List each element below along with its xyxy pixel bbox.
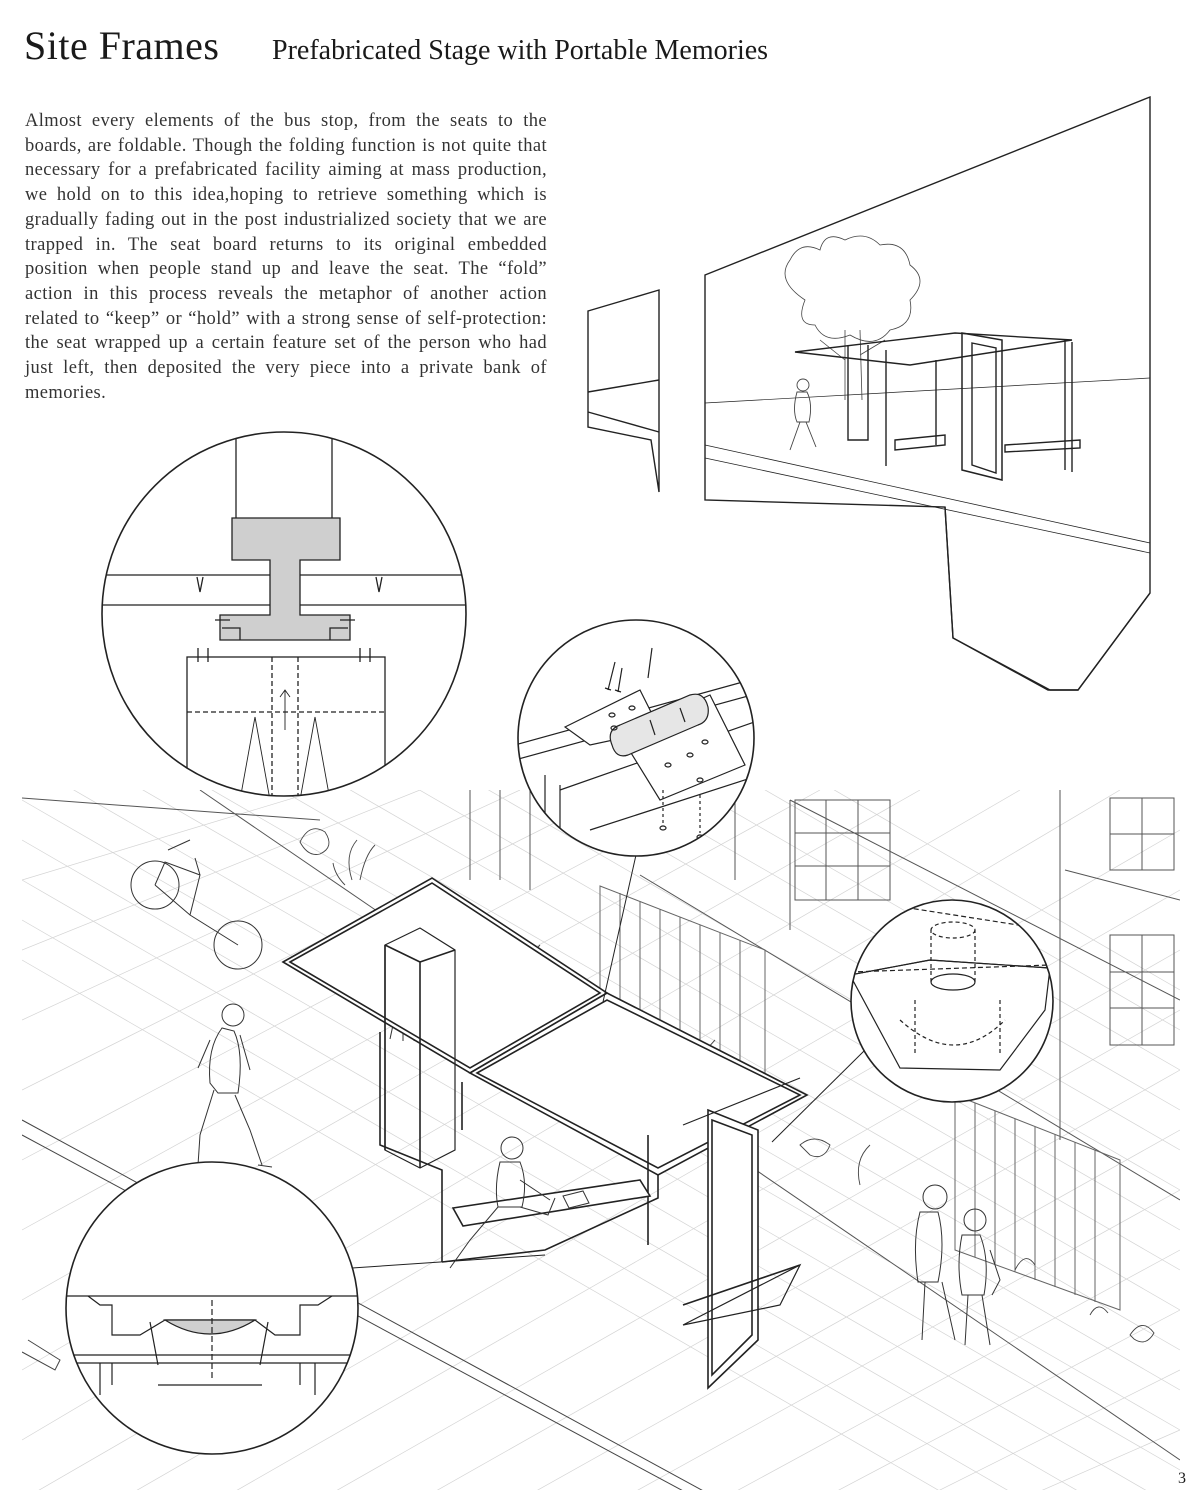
walking-person-sketch [196,1004,272,1167]
page-subtitle: Prefabricated Stage with Portable Memories [272,35,769,66]
page-title: Site Frames [24,23,220,68]
description-paragraph: Almost every elements of the bus stop, from the seats to the boards, are foldable. Though the folding function is not quite that necessary for a prefabricated facility aiming at mass production, we hold on to this idea,hoping to retrieve something which is gradually fading out in the post industrialized society that we are trapped in. The seat board returns to its original embedded position when people stand up and leave the seat. The “fold” action in this process reveals the metaphor of another action related to “keep” or “hold” with a strong sense of self-protection: the seat wrapped up a certain feature set of the person who had just left, then deposited the very piece into a private bank of memories. [25,111,547,403]
detail-hinge [515,620,770,860]
detail-seat-section [66,1162,360,1454]
bicycle-sketch [131,840,262,969]
detail-i-beam-joint [80,430,480,817]
page-number: 3 [1178,1470,1186,1487]
perspective-view [588,97,1150,690]
couple-sketch [915,1185,1000,1345]
detail-pin-socket [850,900,1053,1102]
bus-stop-structure [283,878,807,1388]
